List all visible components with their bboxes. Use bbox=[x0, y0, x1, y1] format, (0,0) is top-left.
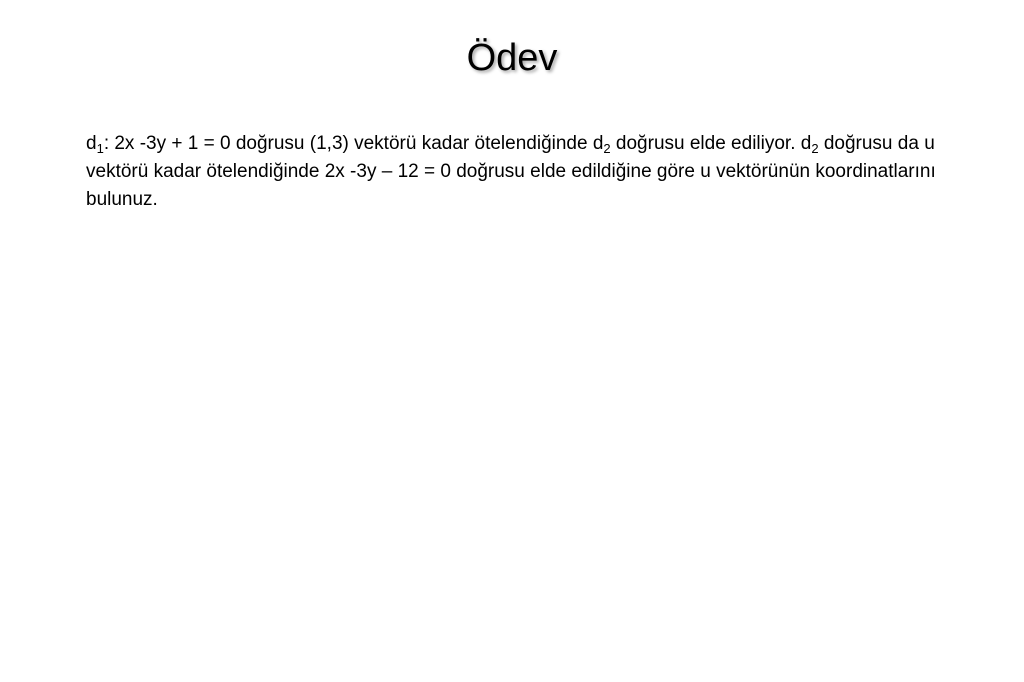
d1-label: d bbox=[86, 133, 97, 154]
d2-subscript-b: 2 bbox=[811, 141, 819, 156]
paragraph-part-2: doğrusu elde ediliyor. d bbox=[610, 133, 812, 154]
slide-title: Ödev bbox=[466, 37, 558, 79]
d1-subscript: 1 bbox=[96, 141, 104, 156]
problem-paragraph bbox=[86, 130, 956, 214]
paragraph-part-3: doğrusu da u vektörü kadar ötelendiğinde 2x -3y – 12 = 0 doğrusu elde edildiğine göre u vektörünün koordinatlarını bulunuz. bbox=[86, 133, 936, 210]
d2-subscript-a: 2 bbox=[603, 141, 611, 156]
paragraph-part-1: : 2x -3y + 1 = 0 doğrusu (1,3) vektörü kadar ötelendiğinde d bbox=[103, 133, 604, 154]
